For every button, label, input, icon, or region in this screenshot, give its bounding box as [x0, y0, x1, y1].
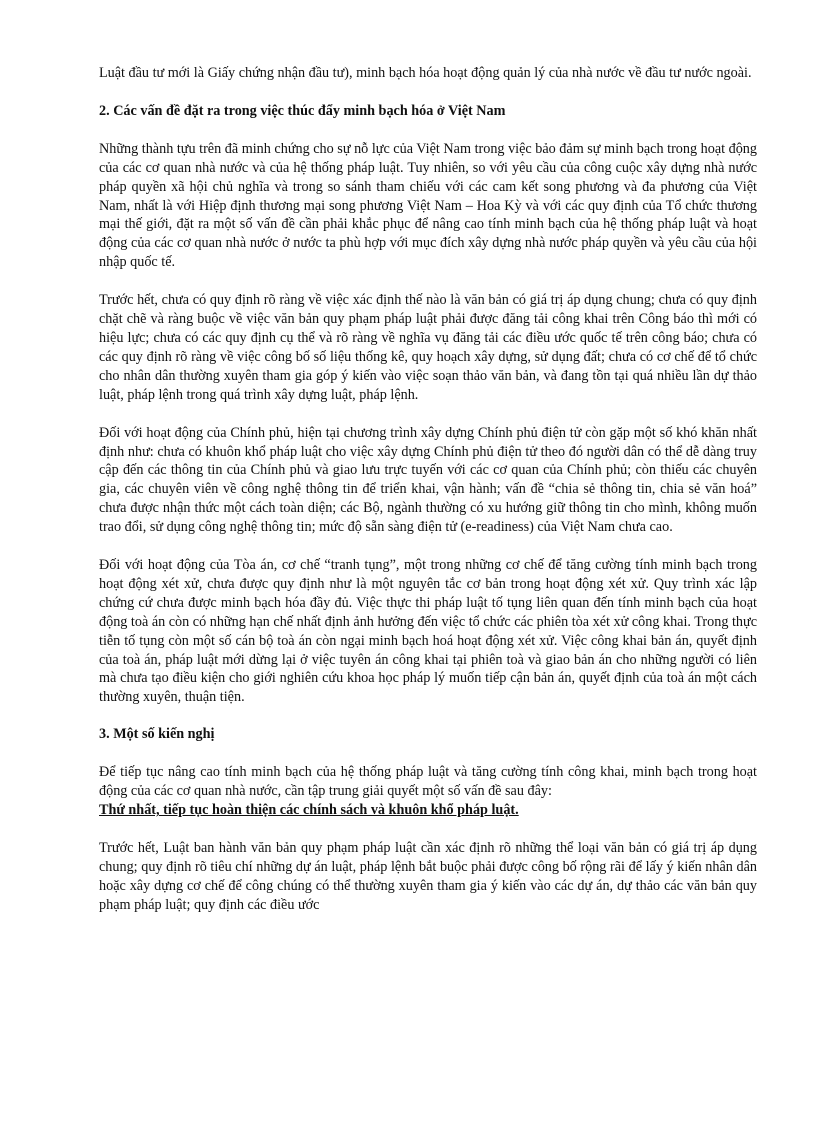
subheading-first: Thứ nhất, tiếp tục hoàn thiện các chính sách và khuôn khổ pháp luật. — [99, 802, 519, 818]
paragraph-first-point: Trước hết, Luật ban hành văn bản quy phạm pháp luật cần xác định rõ những thể loại văn bản có giá trị áp dụng chung; quy định rõ tiêu chí những dự án luật, pháp lệnh bắt buộc phải được công bố rộng rãi để lấy ý kiến nhân dân hoặc xây dựng cơ chế để công chúng có thể thường xuyên tham gia ý kiến vào các dự án, dự thảo các văn bản quy phạm pháp luật; quy định các điều ước — [99, 839, 757, 913]
paragraph-court: Đối với hoạt động của Tòa án, cơ chế “tranh tụng”, một trong những cơ chế để tăng cường tính minh bạch trong hoạt động xét xử, chưa được quy định như là một nguyên tắc cơ bản trong hoạt động xét xử. Quy trình xác lập chứng cứ chưa được minh bạch hóa đầy đủ. Việc thực thi pháp luật tố tụng liên quan đến tính minh bạch của hoạt động toà án còn có những hạn chế nhất định ảnh hưởng đến việc tổ chức các phiên tòa xét xử công khai. Trong thực tiễn tố tụng còn một số cán bộ toà án còn ngại minh bạch hoá hoạt động xét xử. Việc công khai bản án, quyết định của toà án, pháp luật mới dừng lại ở việc tuyên án công khai tại phiên toà và giao bản án cho những người có liên mà chưa tạo điều kiện cho giới nghiên cứu khoa học pháp lý muốn tiếp cận bản án, quyết định của toà án một cách thường xuyên, thuận tiện. — [99, 557, 757, 706]
document-page — [99, 64, 757, 915]
paragraph-intro: Luật đầu tư mới là Giấy chứng nhận đầu tư), minh bạch hóa hoạt động quản lý của nhà nước về đầu tư nước ngoài. — [99, 65, 752, 81]
paragraph-regulations: Trước hết, chưa có quy định rõ ràng về việc xác định thế nào là văn bản có giá trị áp dụng chung; chưa có quy định chặt chẽ và ràng buộc về việc văn bản quy phạm pháp luật phải được đăng tải công khai trên Công báo thì mới có hiệu lực; chưa có các quy định cụ thể và rõ ràng về nghĩa vụ đăng tải các điều ước quốc tế trên công báo; chưa có các quy định rõ ràng về việc công bố số liệu thống kê, quy hoạch xây dựng, sử dụng đất; chưa có cơ chế để tổ chức cho nhân dân thường xuyên tham gia góp ý kiến vào việc soạn thảo văn bản, và đang tồn tại quá nhiều lần dự thảo luật, pháp lệnh trong quá trình xây dựng luật, pháp lệnh. — [99, 292, 757, 403]
paragraph-recommendations-intro: Để tiếp tục nâng cao tính minh bạch của hệ thống pháp luật và tăng cường tính công khai, minh bạch trong hoạt động của các cơ quan nhà nước, cần tập trung giải quyết một số vấn đề sau đây: — [99, 764, 757, 800]
section-heading-2: 2. Các vấn đề đặt ra trong việc thúc đẩy minh bạch hóa ở Việt Nam — [99, 102, 506, 119]
section-heading-3: 3. Một số kiến nghị — [99, 726, 215, 743]
paragraph-achievements: Những thành tựu trên đã minh chứng cho sự nỗ lực của Việt Nam trong việc bảo đảm sự minh bạch trong hoạt động của các cơ quan nhà nước và của hệ thống pháp luật. Tuy nhiên, so với yêu cầu của công cuộc xây dựng nhà nước pháp quyền xã hội chủ nghĩa và trong so sánh tham chiếu với các cam kết song phương và đa phương của Việt Nam, nhất là với Hiệp định thương mại song phương Việt Nam – Hoa Kỳ và với các quy định của Tổ chức thương mại thế giới, đặt ra một số vấn đề cần phải khắc phục để nâng cao tính minh bạch của hệ thống pháp luật và hoạt động của các cơ quan nhà nước ở nước ta phù hợp với mục đích xây dựng nhà nước pháp quyền và yêu cầu của hội nhập quốc tế. — [99, 140, 757, 271]
paragraph-government: Đối với hoạt động của Chính phủ, hiện tại chương trình xây dựng Chính phủ điện tử còn gặp một số khó khăn nhất định như: chưa có khuôn khổ pháp luật cho việc xây dựng Chính phủ điện tử theo đó người dân có thể dễ dàng truy cập đến các thông tin của Chính phủ và giao lưu trực tuyến với các cơ quan của Chính phủ; còn thiếu các chuyên gia, các chuyên viên về công nghệ thông tin để triển khai, vận hành; vấn đề “chia sẻ thông tin, chia sẻ văn hoá” chưa được nhận thức một cách toàn diện; các Bộ, ngành thường có xu hướng giữ thông tin cho mình, không muốn trao đổi, sử dụng công nghệ thông tin; mức độ sẵn sàng điện tử (e-readiness) của Việt Nam chưa cao. — [99, 424, 757, 536]
